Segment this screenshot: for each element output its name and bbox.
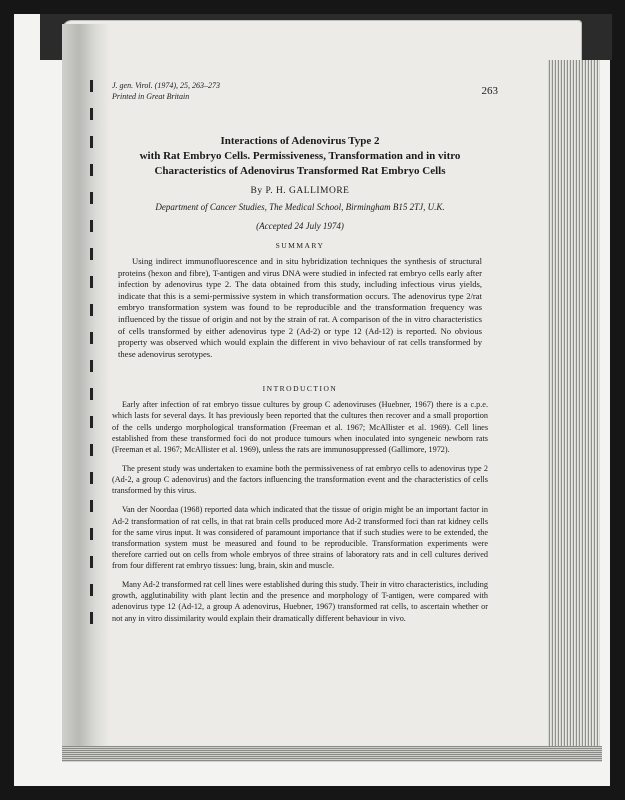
binding-marks [84,80,98,680]
intro-paragraph: The present study was undertaken to examine both the permissiveness of rat embryo cells to adenovirus type 2 (Ad-2, a group C adenovirus) and the factors influencing the transformation event and the characteristics of cells transformed by this virus. [112,464,488,496]
intro-paragraph: Van der Noordaa (1968) reported data which indicated that the tissue of origin might be an important factor in Ad-2 transformation of rat cells, in that rat brain cells produced more Ad-2 transformed foci than rat kidney cells for the same virus input. It was considered of paramount importance that if such studies were to be extended, the transformation system must be measured and found to be reproducible. Transformation experiments were therefore carried out on cells from whole embryos of three strains of laboratory rats and in cell cultures derived from four different rat embryo tissues: lung, brain, skin and muscle. [112,505,488,570]
summary-heading: SUMMARY [275,241,325,250]
article-text [112,80,498,632]
article-title [112,134,488,179]
accepted-date: (Accepted 24 July 1974) [256,221,344,231]
intro-paragraph: Early after infection of rat embryo tissue cultures by group C adenoviruses (Huebner, 1967) there is a c.p.e. which lasts for several days. It has previously been reported that the cultures then recover and a small proportion of the cells undergo morphological transformation (Freeman et al. 1967; McAllister et al. 1969). Cell lines established from these transformed foci do not produce tumours when inoculated into syngeneic newborn rats (Freeman et al. 1967; McAllister et al. 1969), unless the rats are immunosuppressed (Gallimore, 1972). [112,400,488,454]
title-line: Interactions of Adenovirus Type 2 [220,135,380,147]
author-line: By P. H. GALLIMORE [250,186,350,196]
page-bottom-edge [62,746,602,762]
title-line: with Rat Embryo Cells. Permissiveness, Transformation and in vitro [139,150,461,162]
summary-text: Using indirect immunofluorescence and in situ hybridization techniques the synthesis of structural proteins (hexon and fibre), T-antigen and virus DNA were studied in infected rat embryo cells early after infection by adenovirus type 2. The data obtained from this study, including infectious virus yields, indicate that this is a semi-permissive system in which transformation occurs. The adenovirus type 2/rat embryo transformation system was found to be reproducible and the transformation frequency was influenced by the tissue of origin and not by the strain of rat. A comparison of the in vitro characteristics of cells transformed by either adenovirus type 2 (Ad-2) or type 12 (Ad-12) is reported. No obvious property was observed which would explain the different in vivo behaviour of rat cells transformed by these adenovirus serotypes. [118,256,482,359]
affiliation: Department of Cancer Studies, The Medical School, Birmingham B15 2TJ, U.K. [155,202,445,212]
running-head [112,80,498,106]
page-number: 263 [481,85,498,97]
page-stack-edge [548,60,600,760]
introduction-heading: INTRODUCTION [262,384,338,394]
printed-note: Printed in Great Britain [112,92,190,101]
intro-paragraph: Many Ad-2 transformed rat cell lines were established during this study. Their in vitro characteristics, including growth, agglutinability with plant lectin and the presence and morphology of T-antigen, were compared with adenovirus type 12 (Ad-12, a group A adenovirus, Huebner, 1967) transformed rat cells, to ascertain whether or not any in vitro dissimilarity would explain their dramatically different behaviour in vivo. [112,580,488,623]
journal-citation: J. gen. Virol. (1974), 25, 263–273 [112,81,220,90]
title-line: Characteristics of Adenovirus Transformed Rat Embryo Cells [154,165,446,177]
